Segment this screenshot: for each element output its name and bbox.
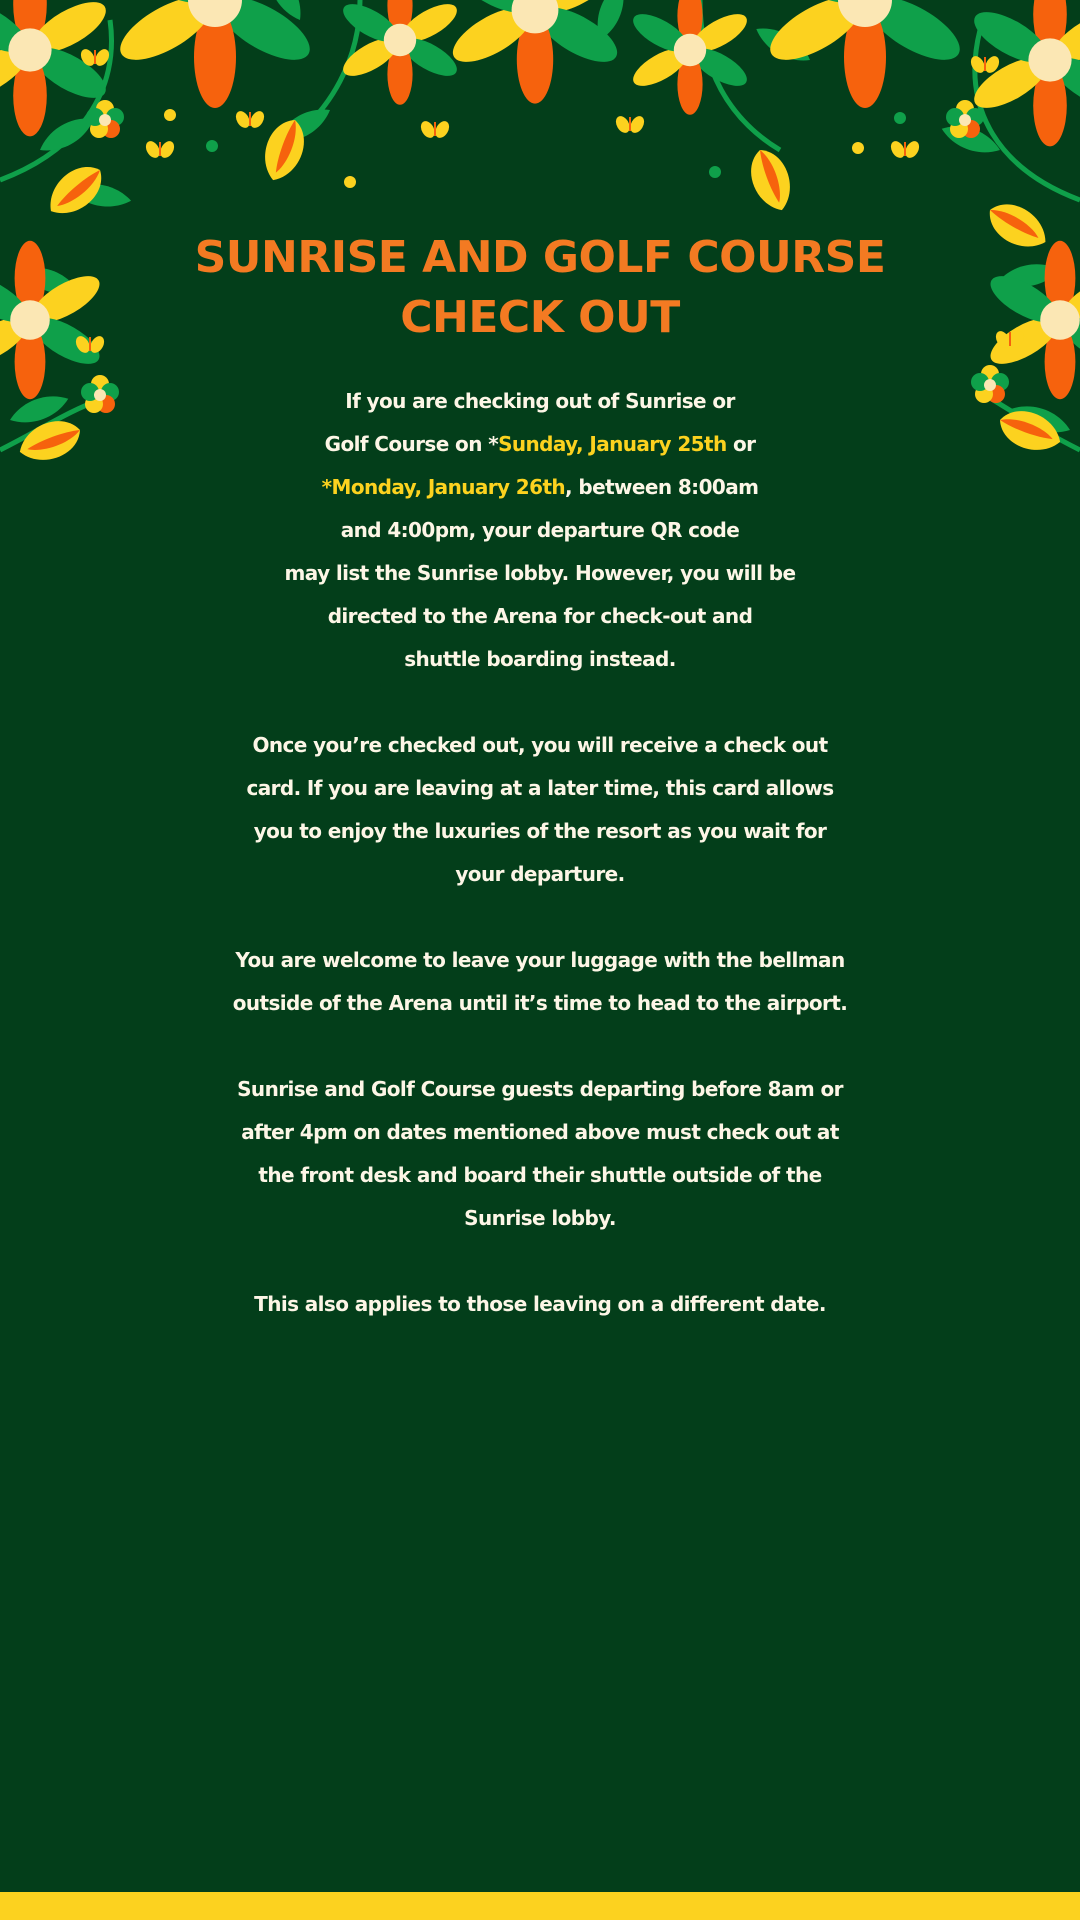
luggage-line: outside of the Arena until it’s time to head to the airport. <box>232 991 848 1015</box>
title-line-1: SUNRISE AND GOLF COURSE <box>194 232 886 283</box>
date-sunday: Sunday, January 25th <box>498 432 727 456</box>
exceptions-line: Sunrise lobby. <box>464 1206 616 1230</box>
page-title <box>0 228 1080 348</box>
exceptions-paragraph <box>0 1068 1080 1240</box>
date-monday: Monday, January 26th <box>331 475 566 499</box>
intro-line: and 4:00pm, your departure QR code <box>340 518 740 542</box>
footnote-line: This also applies to those leaving on a different date. <box>254 1292 826 1316</box>
paragraph-gap <box>0 1240 1080 1283</box>
paragraph-gap <box>0 681 1080 724</box>
intro-line: shuttle boarding instead. <box>404 647 676 671</box>
intro-line: If you are checking out of Sunrise or <box>345 389 735 413</box>
luggage-paragraph <box>0 939 1080 1025</box>
intro-line: *Monday, January 26th, between 8:00am <box>321 475 759 499</box>
checkout-instructions <box>0 380 1080 1326</box>
footnote-paragraph <box>0 1283 1080 1326</box>
checkout-card-line: you to enjoy the luxuries of the resort as you wait for <box>253 819 827 843</box>
paragraph-gap <box>0 1025 1080 1068</box>
exceptions-line: Sunrise and Golf Course guests departing before 8am or <box>237 1077 843 1101</box>
exceptions-line: after 4pm on dates mentioned above must check out at <box>241 1120 839 1144</box>
luggage-line: You are welcome to leave your luggage with the bellman <box>235 948 845 972</box>
exceptions-line: the front desk and board their shuttle outside of the <box>258 1163 822 1187</box>
bottom-border-bar <box>0 1892 1080 1920</box>
intro-paragraph <box>0 380 1080 681</box>
checkout-card-line: card. If you are leaving at a later time, this card allows <box>246 776 834 800</box>
checkout-card-paragraph <box>0 724 1080 896</box>
title-line-2: CHECK OUT <box>400 292 680 343</box>
intro-line: directed to the Arena for check-out and <box>327 604 753 628</box>
checkout-card-line: Once you’re checked out, you will receive a check out <box>252 733 828 757</box>
intro-line: Golf Course on *Sunday, January 25th or <box>324 432 756 456</box>
paragraph-gap <box>0 896 1080 939</box>
intro-line: may list the Sunrise lobby. However, you will be <box>284 561 796 585</box>
checkout-card-line: your departure. <box>455 862 625 886</box>
